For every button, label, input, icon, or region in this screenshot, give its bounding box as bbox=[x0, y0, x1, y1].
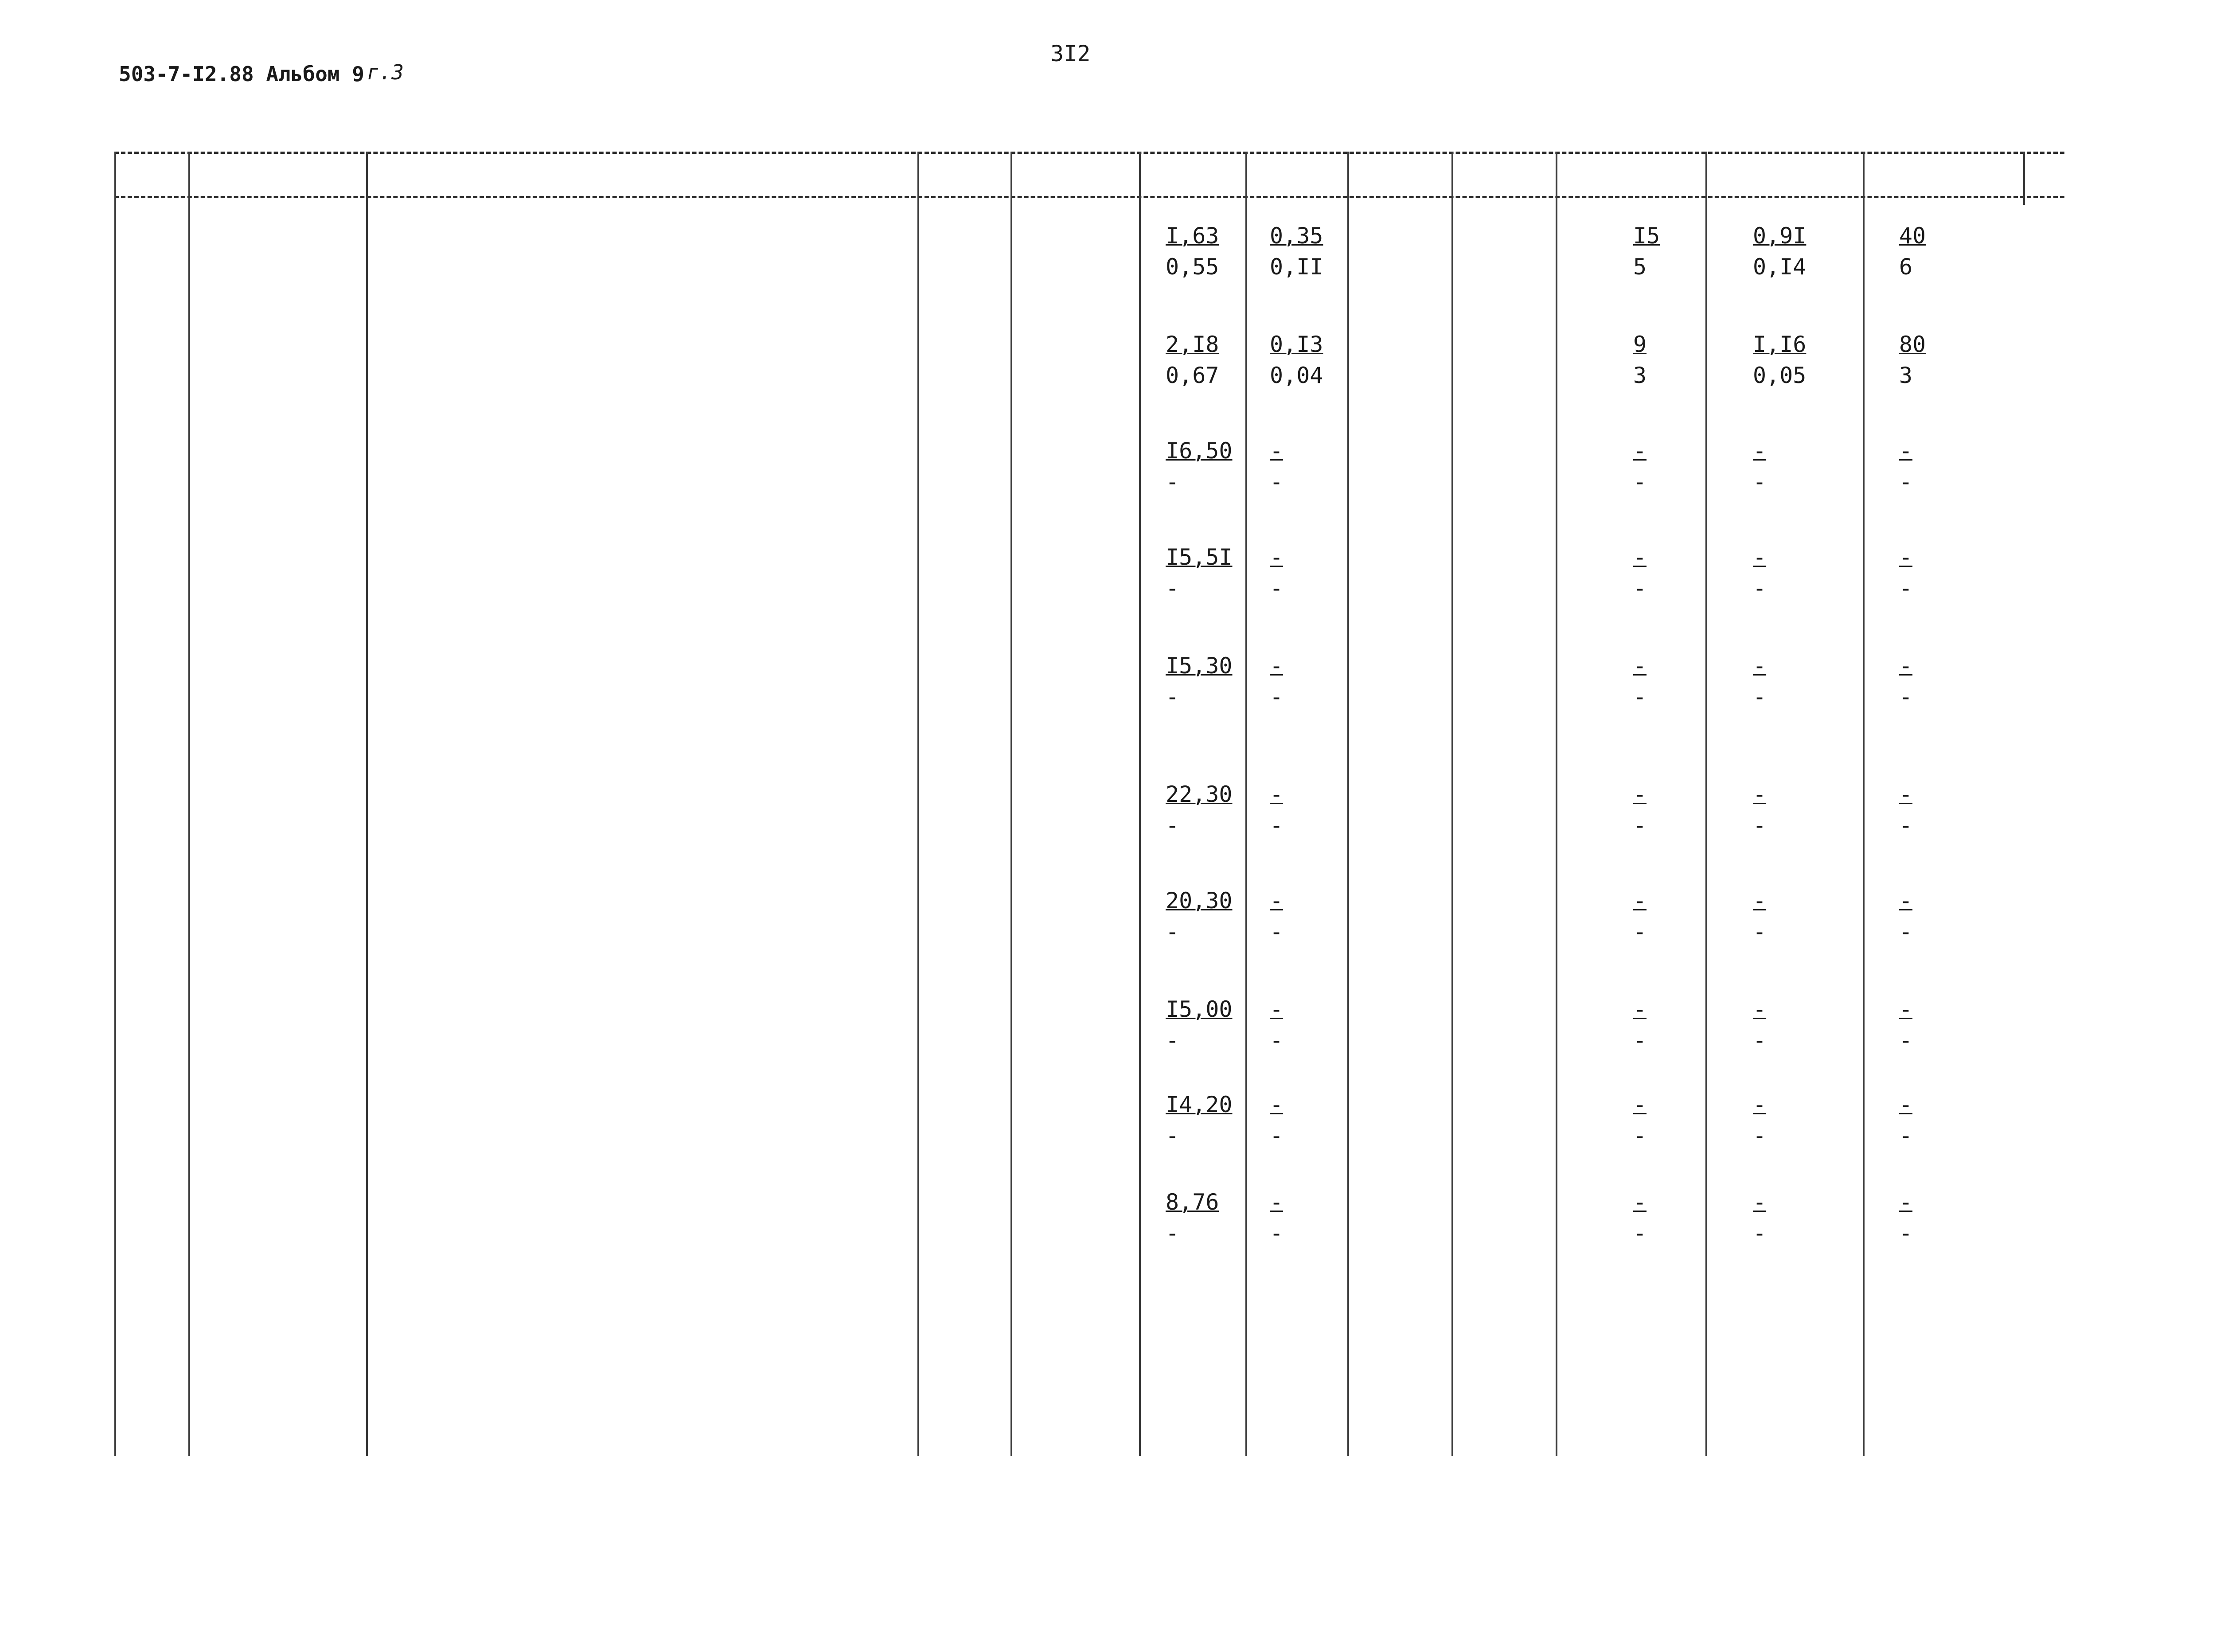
fraction-denominator: - bbox=[1633, 812, 1647, 838]
fraction-numerator: 40 bbox=[1899, 223, 1926, 249]
fraction-denominator: 0,04 bbox=[1270, 363, 1323, 388]
fraction-numerator: - bbox=[1633, 1092, 1647, 1117]
fraction-denominator: - bbox=[1753, 812, 1767, 838]
column-divider bbox=[1010, 152, 1012, 1456]
fraction-numerator: I,63 bbox=[1166, 223, 1219, 249]
fraction-col-6 bbox=[1166, 994, 1233, 1056]
fraction-col-12 bbox=[1899, 779, 1912, 841]
fraction-denominator: - bbox=[1166, 684, 1179, 710]
fraction-col-11 bbox=[1753, 1089, 1766, 1151]
fraction-numerator: - bbox=[1270, 996, 1284, 1022]
fraction-numerator: - bbox=[1753, 1189, 1767, 1215]
fraction-denominator: - bbox=[1753, 684, 1767, 710]
fraction-denominator: - bbox=[1753, 469, 1767, 495]
fraction-denominator: - bbox=[1166, 575, 1179, 601]
column-divider bbox=[1347, 152, 1349, 1456]
fraction-denominator: - bbox=[1753, 575, 1767, 601]
fraction-col-7 bbox=[1270, 1187, 1283, 1249]
fraction-col-11 bbox=[1753, 650, 1766, 712]
fraction-denominator: - bbox=[1166, 812, 1179, 838]
fraction-col-12 bbox=[1899, 542, 1912, 604]
fraction-numerator: I5 bbox=[1633, 223, 1660, 249]
column-divider bbox=[1451, 152, 1453, 1456]
fraction-denominator: - bbox=[1899, 1220, 1913, 1246]
fraction-numerator: - bbox=[1270, 1189, 1284, 1215]
fraction-numerator: - bbox=[1753, 888, 1767, 914]
fraction-denominator: - bbox=[1899, 575, 1913, 601]
fraction-col-6 bbox=[1166, 650, 1233, 712]
fraction-denominator: - bbox=[1899, 812, 1913, 838]
fraction-denominator: - bbox=[1753, 919, 1767, 945]
fraction-denominator: - bbox=[1899, 1123, 1913, 1148]
fraction-col-10 bbox=[1633, 1187, 1646, 1249]
fraction-numerator: I5,5I bbox=[1166, 544, 1233, 570]
column-divider bbox=[2023, 152, 2025, 205]
column-divider bbox=[1863, 152, 1865, 1456]
fraction-numerator: - bbox=[1270, 888, 1284, 914]
fraction-denominator: - bbox=[1633, 1220, 1647, 1246]
fraction-numerator: I,I6 bbox=[1753, 332, 1806, 357]
column-divider bbox=[1245, 152, 1247, 1456]
fraction-col-10 bbox=[1633, 650, 1646, 712]
fraction-col-11 bbox=[1753, 542, 1766, 604]
column-divider bbox=[366, 152, 368, 1456]
fraction-numerator: - bbox=[1753, 438, 1767, 464]
fraction-numerator: 2,I8 bbox=[1166, 332, 1219, 357]
column-divider bbox=[1705, 152, 1707, 1456]
fraction-denominator: - bbox=[1270, 1220, 1284, 1246]
page-number: 3I2 bbox=[1050, 41, 1091, 66]
fraction-col-7 bbox=[1270, 650, 1283, 712]
fraction-denominator: - bbox=[1753, 1123, 1767, 1148]
fraction-col-10 bbox=[1633, 885, 1646, 947]
fraction-denominator: - bbox=[1899, 919, 1913, 945]
fraction-numerator: - bbox=[1899, 544, 1913, 570]
fraction-denominator: - bbox=[1753, 1027, 1767, 1053]
fraction-denominator: - bbox=[1166, 1027, 1179, 1053]
fraction-col-12 bbox=[1899, 1089, 1912, 1151]
fraction-numerator: - bbox=[1899, 781, 1913, 807]
fraction-col-7 bbox=[1270, 885, 1283, 947]
fraction-col-10 bbox=[1633, 542, 1646, 604]
fraction-denominator: 3 bbox=[1899, 363, 1913, 388]
fraction-denominator: 0,I4 bbox=[1753, 254, 1806, 280]
fraction-numerator: 0,I3 bbox=[1270, 332, 1323, 357]
fraction-col-6 bbox=[1166, 885, 1233, 947]
fraction-denominator: - bbox=[1753, 1220, 1767, 1246]
column-divider bbox=[114, 152, 116, 1456]
fraction-numerator: - bbox=[1270, 544, 1284, 570]
document-code: 503-7-I2.88 Альбом 9 bbox=[119, 62, 364, 86]
fraction-denominator: - bbox=[1633, 1123, 1647, 1148]
fraction-denominator: 3 bbox=[1633, 363, 1647, 388]
fraction-col-10 bbox=[1633, 329, 1646, 391]
header-top-rule bbox=[114, 152, 2064, 154]
fraction-denominator: - bbox=[1270, 919, 1284, 945]
fraction-col-12 bbox=[1899, 220, 1926, 282]
fraction-col-7 bbox=[1270, 435, 1283, 497]
fraction-denominator: 0,II bbox=[1270, 254, 1323, 280]
fraction-denominator: - bbox=[1270, 812, 1284, 838]
fraction-denominator: - bbox=[1633, 1027, 1647, 1053]
column-divider bbox=[1139, 152, 1141, 1456]
fraction-col-12 bbox=[1899, 329, 1926, 391]
fraction-col-11 bbox=[1753, 435, 1766, 497]
fraction-denominator: - bbox=[1270, 1123, 1284, 1148]
fraction-denominator: - bbox=[1633, 469, 1647, 495]
fraction-denominator: - bbox=[1270, 469, 1284, 495]
fraction-numerator: - bbox=[1633, 653, 1647, 679]
fraction-col-12 bbox=[1899, 994, 1912, 1056]
fraction-col-12 bbox=[1899, 435, 1912, 497]
fraction-numerator: 80 bbox=[1899, 332, 1926, 357]
handwritten-note: г.3 bbox=[367, 60, 404, 84]
fraction-col-11 bbox=[1753, 885, 1766, 947]
fraction-numerator: 20,30 bbox=[1166, 888, 1233, 914]
fraction-numerator: - bbox=[1633, 888, 1647, 914]
fraction-col-11 bbox=[1753, 994, 1766, 1056]
column-divider bbox=[188, 152, 190, 1456]
fraction-col-6 bbox=[1166, 1089, 1233, 1151]
fraction-numerator: I5,00 bbox=[1166, 996, 1233, 1022]
fraction-col-11 bbox=[1753, 220, 1806, 282]
fraction-col-12 bbox=[1899, 1187, 1912, 1249]
fraction-numerator: - bbox=[1899, 1189, 1913, 1215]
fraction-numerator: - bbox=[1633, 544, 1647, 570]
fraction-numerator: - bbox=[1270, 1092, 1284, 1117]
fraction-numerator: - bbox=[1633, 996, 1647, 1022]
fraction-col-7 bbox=[1270, 779, 1283, 841]
fraction-numerator: - bbox=[1899, 653, 1913, 679]
column-divider bbox=[1556, 152, 1557, 1456]
fraction-denominator: 5 bbox=[1633, 254, 1647, 280]
fraction-denominator: - bbox=[1270, 684, 1284, 710]
fraction-col-10 bbox=[1633, 435, 1646, 497]
fraction-numerator: 8,76 bbox=[1166, 1189, 1219, 1215]
fraction-denominator: - bbox=[1633, 575, 1647, 601]
fraction-col-10 bbox=[1633, 220, 1660, 282]
fraction-denominator: 0,55 bbox=[1166, 254, 1219, 280]
fraction-col-12 bbox=[1899, 650, 1912, 712]
fraction-numerator: I6,50 bbox=[1166, 438, 1233, 464]
fraction-numerator: 0,9I bbox=[1753, 223, 1806, 249]
fraction-col-11 bbox=[1753, 329, 1806, 391]
fraction-numerator: - bbox=[1270, 781, 1284, 807]
fraction-denominator: - bbox=[1166, 1123, 1179, 1148]
fraction-col-6 bbox=[1166, 329, 1219, 391]
fraction-col-6 bbox=[1166, 220, 1219, 282]
fraction-numerator: I4,20 bbox=[1166, 1092, 1233, 1117]
fraction-numerator: - bbox=[1270, 438, 1284, 464]
fraction-col-10 bbox=[1633, 779, 1646, 841]
fraction-numerator: - bbox=[1633, 438, 1647, 464]
fraction-col-7 bbox=[1270, 220, 1323, 282]
fraction-denominator: 0,05 bbox=[1753, 363, 1806, 388]
fraction-numerator: I5,30 bbox=[1166, 653, 1233, 679]
fraction-denominator: - bbox=[1899, 469, 1913, 495]
fraction-numerator: - bbox=[1753, 653, 1767, 679]
fraction-col-11 bbox=[1753, 1187, 1766, 1249]
fraction-numerator: - bbox=[1899, 1092, 1913, 1117]
fraction-numerator: - bbox=[1753, 996, 1767, 1022]
fraction-denominator: - bbox=[1166, 469, 1179, 495]
fraction-denominator: - bbox=[1166, 1220, 1179, 1246]
fraction-numerator: - bbox=[1899, 996, 1913, 1022]
fraction-denominator: - bbox=[1166, 919, 1179, 945]
fraction-denominator: 6 bbox=[1899, 254, 1913, 280]
fraction-numerator: - bbox=[1899, 888, 1913, 914]
fraction-numerator: - bbox=[1753, 781, 1767, 807]
fraction-numerator: 0,35 bbox=[1270, 223, 1323, 249]
fraction-col-10 bbox=[1633, 1089, 1646, 1151]
fraction-col-10 bbox=[1633, 994, 1646, 1056]
fraction-numerator: - bbox=[1753, 544, 1767, 570]
fraction-numerator: - bbox=[1753, 1092, 1767, 1117]
fraction-col-12 bbox=[1899, 885, 1912, 947]
fraction-col-7 bbox=[1270, 994, 1283, 1056]
fraction-denominator: - bbox=[1899, 1027, 1913, 1053]
fraction-col-7 bbox=[1270, 1089, 1283, 1151]
fraction-denominator: - bbox=[1270, 1027, 1284, 1053]
fraction-col-6 bbox=[1166, 1187, 1219, 1249]
fraction-col-6 bbox=[1166, 542, 1233, 604]
header-bottom-rule bbox=[114, 196, 2064, 198]
fraction-denominator: 0,67 bbox=[1166, 363, 1219, 388]
fraction-col-7 bbox=[1270, 542, 1283, 604]
fraction-numerator: 22,30 bbox=[1166, 781, 1233, 807]
fraction-numerator: - bbox=[1633, 781, 1647, 807]
fraction-denominator: - bbox=[1270, 575, 1284, 601]
fraction-col-7 bbox=[1270, 329, 1323, 391]
fraction-numerator: - bbox=[1899, 438, 1913, 464]
fraction-numerator: - bbox=[1270, 653, 1284, 679]
fraction-denominator: - bbox=[1633, 919, 1647, 945]
fraction-col-6 bbox=[1166, 435, 1233, 497]
fraction-numerator: 9 bbox=[1633, 332, 1647, 357]
fraction-numerator: - bbox=[1633, 1189, 1647, 1215]
fraction-col-11 bbox=[1753, 779, 1766, 841]
column-divider bbox=[917, 152, 919, 1456]
fraction-denominator: - bbox=[1899, 684, 1913, 710]
fraction-denominator: - bbox=[1633, 684, 1647, 710]
fraction-col-6 bbox=[1166, 779, 1233, 841]
